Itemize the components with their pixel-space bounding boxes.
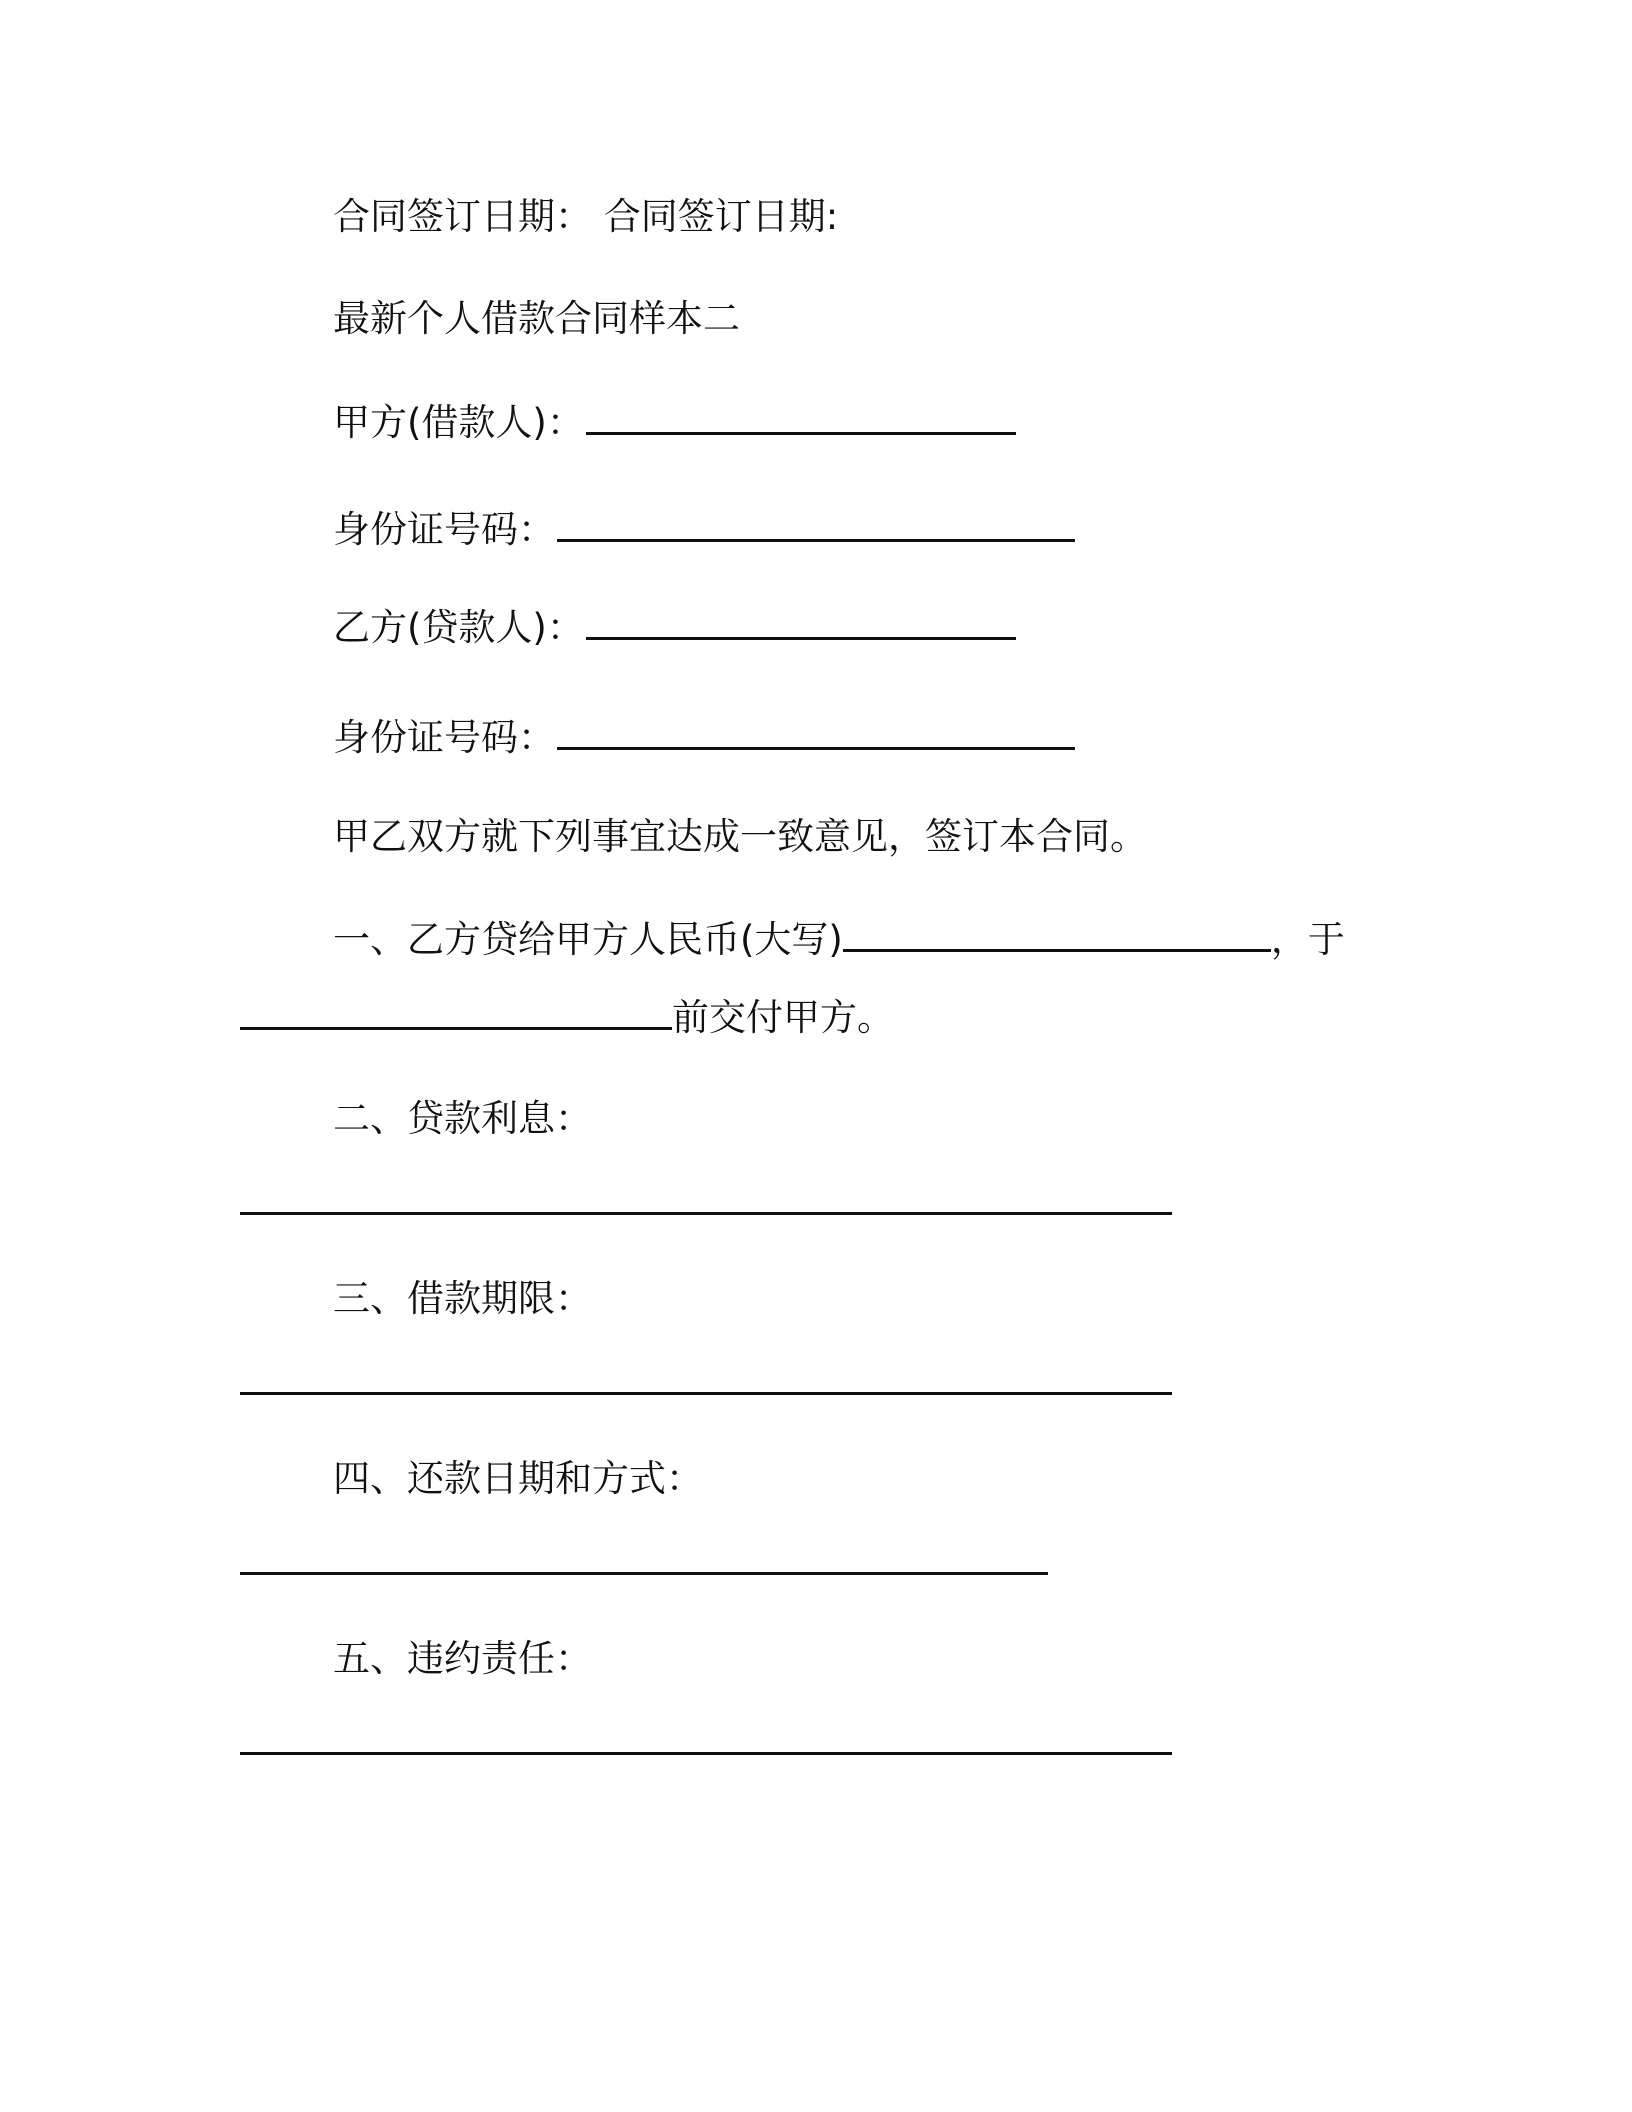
party-b-line xyxy=(333,603,1018,651)
clause-4-heading xyxy=(333,1455,703,1503)
clause-3-heading xyxy=(333,1275,592,1323)
party-a-line xyxy=(333,398,1018,446)
party-b-id-line xyxy=(333,713,1077,761)
clause-2-text: 二、贷款利息： xyxy=(333,1097,592,1140)
document-title-text: 最新个人借款合同样本二 xyxy=(333,297,740,340)
clause-1-prefix: 一、乙方贷给甲方人民币(大写) xyxy=(333,918,843,961)
party-a-id-label: 身份证号码： xyxy=(333,508,555,551)
party-a-id-blank xyxy=(557,505,1075,542)
party-b-id-blank xyxy=(557,713,1075,750)
party-b-label: 乙方(贷款人)： xyxy=(333,606,584,649)
agreement-statement xyxy=(333,813,1147,861)
agreement-statement-text: 甲乙双方就下列事宜达成一致意见，签订本合同。 xyxy=(333,815,1147,858)
document-title xyxy=(333,295,740,343)
clause-5-heading xyxy=(333,1635,592,1683)
clause-4-blank xyxy=(240,1538,1048,1575)
clause-5-blank-line xyxy=(240,1718,1172,1766)
party-a-id-line xyxy=(333,505,1077,553)
clause-3-blank xyxy=(240,1358,1172,1395)
clause-1-line-1 xyxy=(333,915,1345,963)
party-a-label: 甲方(借款人)： xyxy=(333,401,584,444)
clause-1-line-2 xyxy=(240,993,894,1041)
clause-3-text: 三、借款期限： xyxy=(333,1277,592,1320)
signing-date-line xyxy=(333,193,838,241)
signing-date-text: 合同签订日期： 合同签订日期: xyxy=(333,195,839,238)
clause-3-blank-line xyxy=(240,1358,1172,1406)
clause-1-amount-blank xyxy=(843,915,1271,952)
party-b-blank xyxy=(586,603,1016,640)
clause-5-text: 五、违约责任： xyxy=(333,1637,592,1680)
clause-2-blank-line xyxy=(240,1178,1172,1226)
clause-1-suffix: 前交付甲方。 xyxy=(672,996,894,1039)
clause-2-blank xyxy=(240,1178,1172,1215)
clause-2-heading xyxy=(333,1095,592,1143)
clause-1-date-blank xyxy=(240,993,672,1030)
party-b-id-label: 身份证号码： xyxy=(333,716,555,759)
clause-4-text: 四、还款日期和方式： xyxy=(333,1457,703,1500)
party-a-blank xyxy=(586,398,1016,435)
clause-1-mid: ，于 xyxy=(1270,918,1345,961)
clause-5-blank xyxy=(240,1718,1172,1755)
clause-4-blank-line xyxy=(240,1538,1048,1586)
